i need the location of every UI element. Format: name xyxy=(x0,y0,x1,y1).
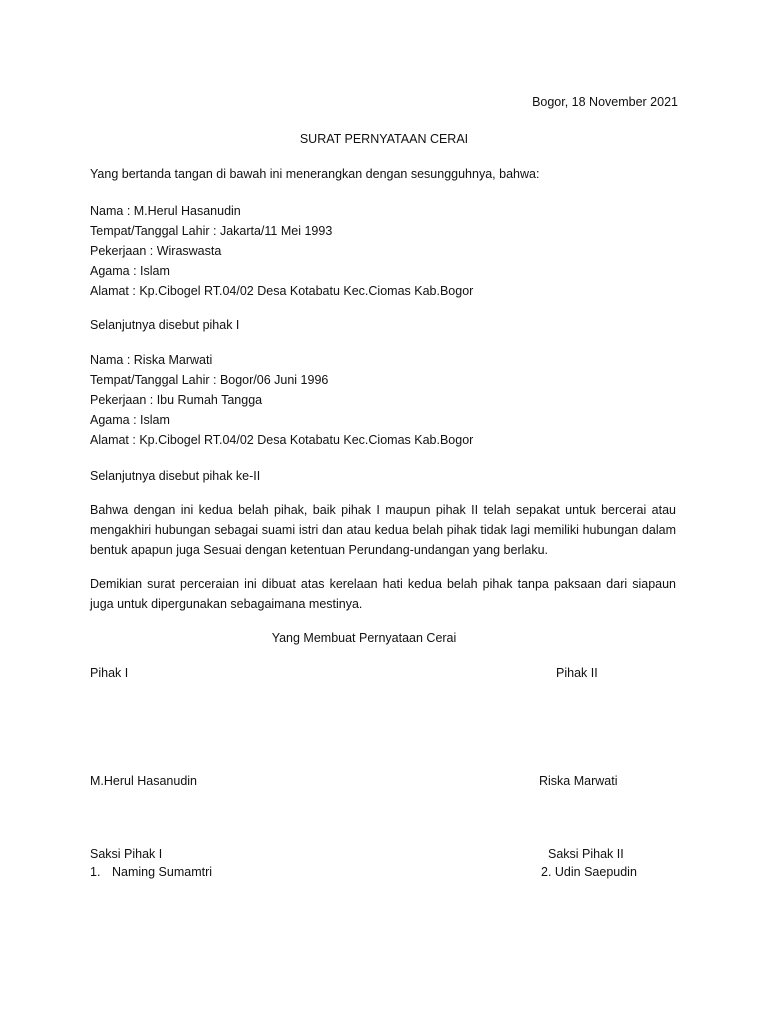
witness2-entry: 2. Udin Saepudin xyxy=(541,865,637,879)
party2-reference: Selanjutnya disebut pihak ke-II xyxy=(90,469,261,483)
witness1-number: 1. xyxy=(90,865,101,879)
party1-sign-name: M.Herul Hasanudin xyxy=(90,774,197,788)
maker-label: Yang Membuat Pernyataan Cerai xyxy=(271,631,457,645)
witness1-name: Naming Sumamtri xyxy=(112,865,213,879)
party1-sign-label: Pihak I xyxy=(90,666,129,680)
witness2-label: Saksi Pihak II xyxy=(548,847,624,861)
party1-religion: Agama : Islam xyxy=(90,264,170,278)
party2-birth: Tempat/Tanggal Lahir : Bogor/06 Juni 1996 xyxy=(90,373,329,387)
party2-job: Pekerjaan : Ibu Rumah Tangga xyxy=(90,393,263,407)
date-line: Bogor, 18 November 2021 xyxy=(532,95,678,109)
party1-birth: Tempat/Tanggal Lahir : Jakarta/11 Mei 1993 xyxy=(90,224,333,238)
letter-title: SURAT PERNYATAAN CERAI xyxy=(299,132,469,146)
party1-address: Alamat : Kp.Cibogel RT.04/02 Desa Kotabatu Kec.Ciomas Kab.Bogor xyxy=(90,284,474,298)
party1-job: Pekerjaan : Wiraswasta xyxy=(90,244,222,258)
party2-sign-label: Pihak II xyxy=(556,666,598,680)
party2-name: Nama : Riska Marwati xyxy=(90,353,213,367)
intro-sentence: Yang bertanda tangan di bawah ini menerangkan dengan sesungguhnya, bahwa: xyxy=(90,167,540,181)
party1-name: Nama : M.Herul Hasanudin xyxy=(90,204,241,218)
closing-paragraph: Demikian surat perceraian ini dibuat atas kerelaan hati kedua belah pihak tanpa paksaan dari siapaun juga untuk dipergunakan sebagaimana mestinya. xyxy=(90,577,676,611)
party2-details xyxy=(90,350,473,450)
party2-religion: Agama : Islam xyxy=(90,413,170,427)
party1-details xyxy=(90,201,473,301)
witness1-label: Saksi Pihak I xyxy=(90,847,163,861)
party2-sign-name: Riska Marwati xyxy=(539,774,618,788)
party1-reference: Selanjutnya disebut pihak I xyxy=(90,318,240,332)
witness1-entry xyxy=(90,862,212,882)
agreement-paragraph: Bahwa dengan ini kedua belah pihak, baik pihak I maupun pihak II telah sepakat untuk bercerai atau mengakhiri hubungan sebagai suami istri dan atau kedua belah pihak tidak lagi memiliki hubungan dalam bentuk apapun juga Sesuai dengan ketentuan Perundang-undangan yang berlaku. xyxy=(90,503,676,557)
party2-address: Alamat : Kp.Cibogel RT.04/02 Desa Kotabatu Kec.Ciomas Kab.Bogor xyxy=(90,433,474,447)
